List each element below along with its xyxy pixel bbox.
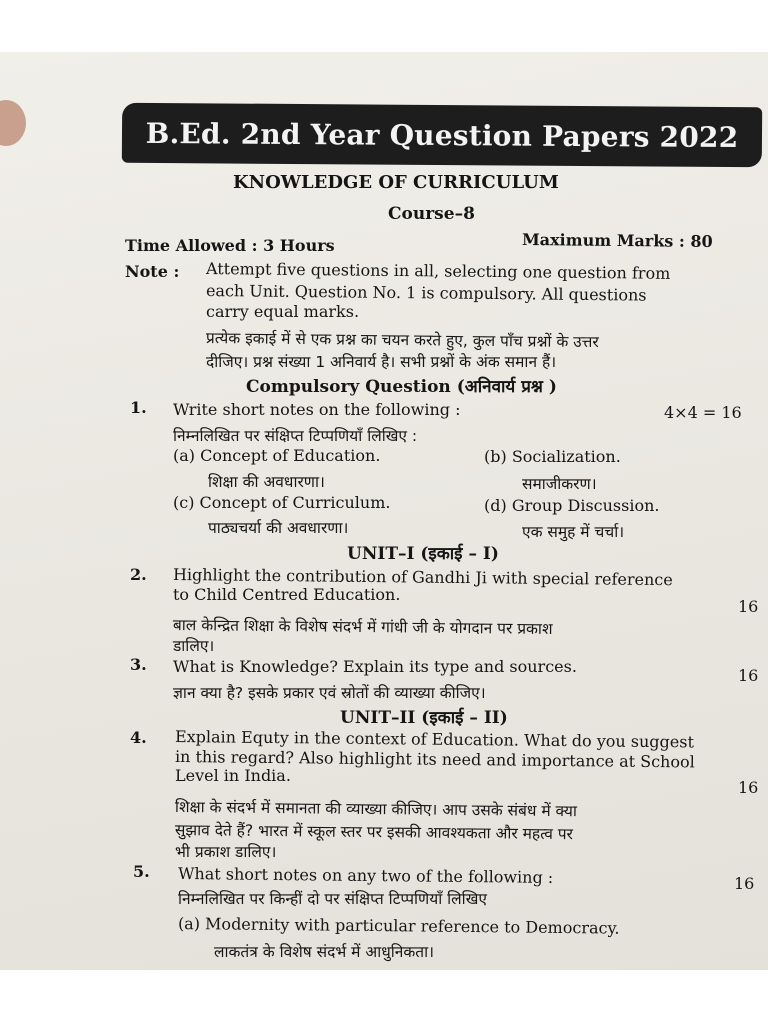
q4-marks: 16: [738, 778, 759, 797]
q1-number: 1.: [130, 398, 147, 417]
q1-marks: 4×4 = 16: [664, 403, 742, 422]
subject-title: KNOWLEDGE OF CURRICULUM: [233, 172, 559, 193]
q1-option-d-hindi: एक समुह में चर्चा।: [522, 523, 625, 541]
q1-option-a: (a) Concept of Education.: [173, 446, 381, 465]
time-allowed: Time Allowed : 3 Hours: [125, 236, 335, 255]
q2-hindi-1: बाल केन्द्रित शिक्षा के विशेष संदर्भ में गांधी जी के योगदान पर प्रकाश: [172, 616, 553, 638]
note-line-3: carry equal marks.: [206, 302, 360, 321]
q1-option-c-hindi: पाठ्यचर्या की अवधारणा।: [208, 519, 349, 537]
q3-number: 3.: [130, 655, 147, 674]
max-marks: Maximum Marks : 80: [521, 230, 713, 251]
q5-marks: 16: [734, 874, 755, 893]
q2-marks: 16: [738, 597, 759, 616]
q1-option-d: (d) Group Discussion.: [484, 496, 660, 515]
q5-option-a-hindi: लाकतंत्र के विशेष संदर्भ में आधुनिकता।: [214, 943, 434, 961]
q3-marks: 16: [738, 666, 759, 685]
note-line-2: each Unit. Question No. 1 is compulsory. All questions: [205, 281, 647, 305]
course-label: Course–8: [388, 204, 475, 224]
q4-line-3: Level in India.: [175, 766, 291, 785]
q1-option-b: (b) Socialization.: [484, 447, 621, 466]
title-banner: [122, 103, 762, 167]
q5-option-a: (a) Modernity with particular reference to Democracy.: [177, 914, 620, 938]
q2-number: 2.: [130, 565, 147, 584]
note-line-1: Attempt five questions in all, selecting one question from: [205, 259, 671, 283]
unit1-heading: UNIT–I (इकाई – I): [347, 544, 499, 564]
q5-text: What short notes on any two of the following :: [177, 864, 554, 887]
q4-hindi-3: भी प्रकाश डालिए।: [175, 843, 277, 861]
q5-hindi: निम्नलिखित पर किन्हीं दो पर संक्षिप्त टिप्पणियाँ लिखिए: [178, 890, 487, 908]
q4-number: 4.: [130, 728, 147, 747]
q3-text: What is Knowledge? Explain its type and sources.: [173, 657, 577, 676]
q1-text: Write short notes on the following :: [173, 400, 461, 419]
q2-line-1: Highlight the contribution of Gandhi Ji with special reference: [172, 565, 673, 590]
q3-hindi: ज्ञान क्या है? इसके प्रकार एवं स्रोतों की व्याख्या कीजिए।: [173, 684, 486, 702]
q1-option-c: (c) Concept of Curriculum.: [173, 493, 391, 512]
note-hindi-1: प्रत्येक इकाई में से एक प्रश्न का चयन करते हुए, कुल पाँच प्रश्नों के उत्तर: [205, 329, 599, 352]
q4-hindi-2: सुझाव देते हैं? भारत में स्कूल स्तर पर इसकी आवश्यकता और महत्व पर: [174, 821, 574, 844]
q5-number: 5.: [133, 862, 150, 881]
banner-title: B.Ed. 2nd Year Question Papers 2022: [145, 116, 739, 154]
compulsory-heading: Compulsory Question (अनिवार्य प्रश्न ): [246, 377, 557, 397]
q4-line-1: Explain Equty in the context of Education. What do you suggest: [174, 727, 695, 752]
unit2-heading: UNIT–II (इकाई – II): [340, 708, 508, 728]
q4-hindi-1: शिक्षा के संदर्भ में समानता की व्याख्या कीजिए। आप उसके संबंध में क्या: [174, 798, 577, 821]
q1-option-b-hindi: समाजीकरण।: [522, 475, 597, 493]
q2-line-2: to Child Centred Education.: [173, 585, 401, 604]
q1-hindi: निम्नलिखित पर संक्षिप्त टिप्पणियाँ लिखिए :: [173, 427, 418, 445]
finger-edge: [0, 100, 26, 146]
q4-line-2: in this regard? Also highlight its need and importance at School: [174, 747, 695, 772]
q1-option-a-hindi: शिक्षा की अवधारणा।: [208, 473, 325, 491]
note-hindi-2: दीजिए। प्रश्न संख्या 1 अनिवार्य है। सभी प्रश्नों के अंक समान हैं।: [206, 353, 557, 371]
note-label: Note :: [125, 262, 180, 281]
q2-hindi-2: डालिए।: [173, 637, 215, 655]
